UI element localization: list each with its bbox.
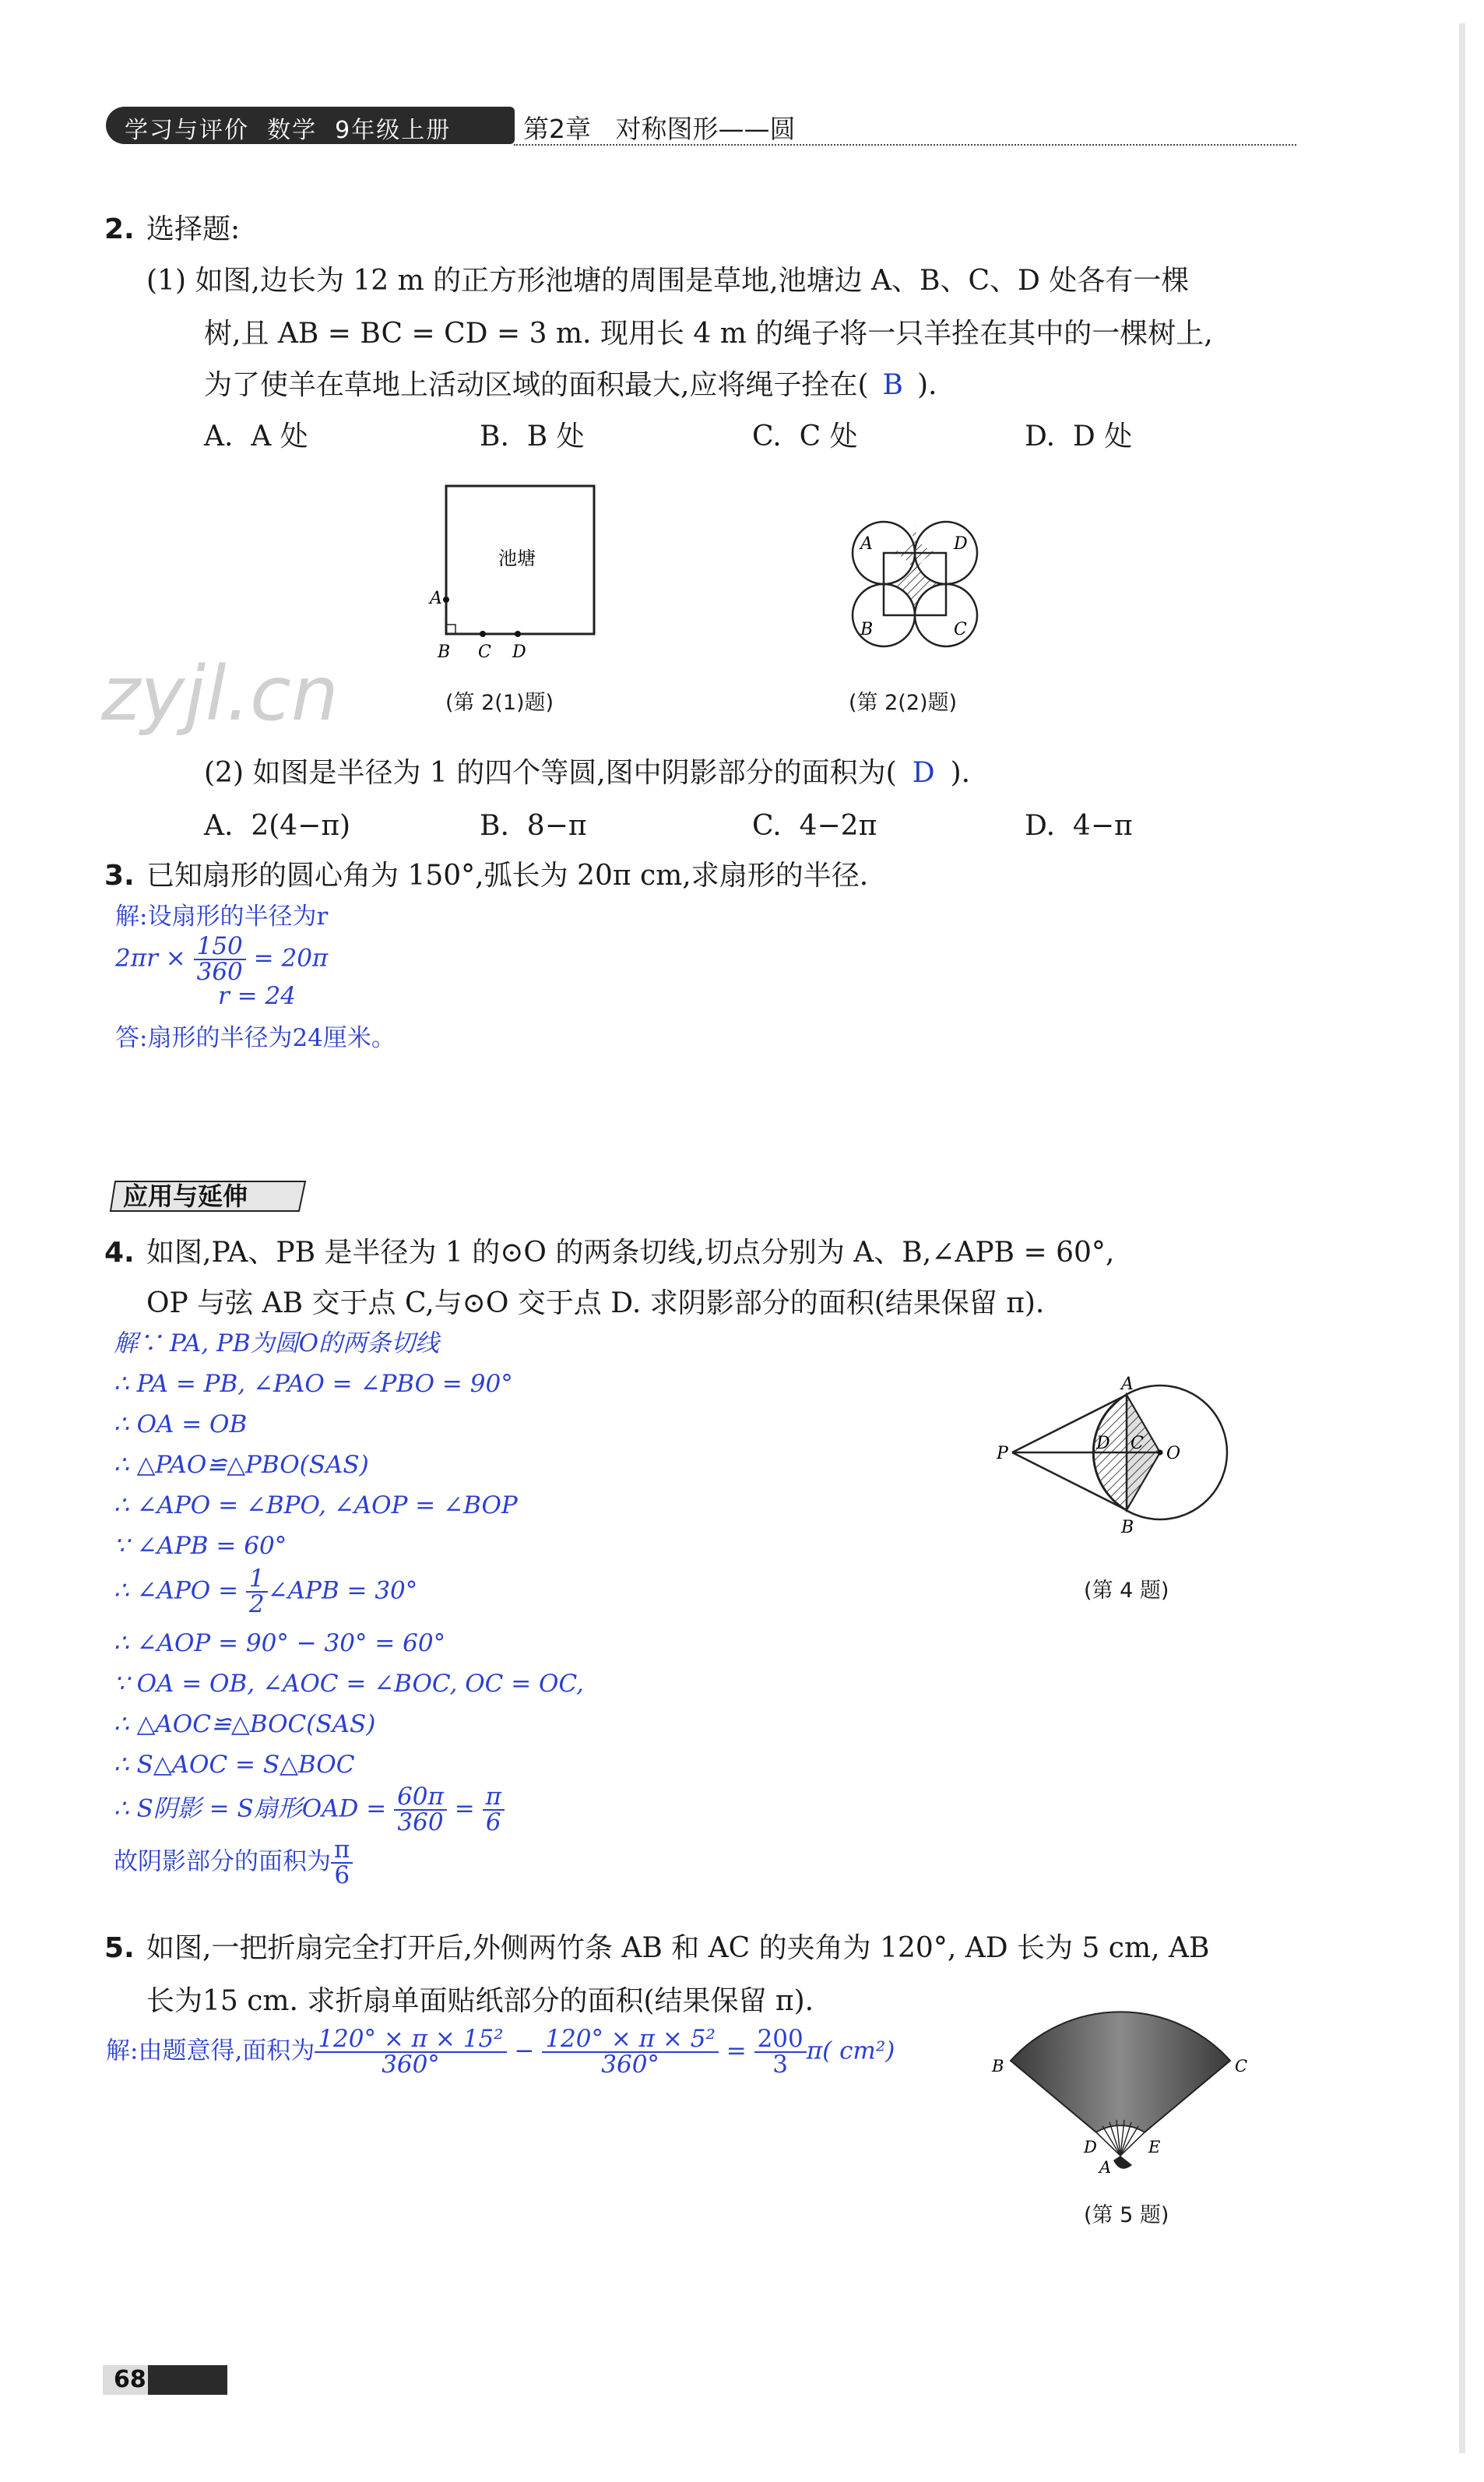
q4-sol-3: ∴ OA = OB bbox=[114, 1410, 248, 1438]
q5-minus: − bbox=[514, 2037, 535, 2065]
label-b: B bbox=[860, 620, 874, 639]
label-b: B bbox=[438, 643, 451, 662]
q4-sol-7 bbox=[114, 1567, 417, 1617]
q5-number: 5. bbox=[104, 1932, 135, 1964]
q4-sol12-fraction1 bbox=[394, 1785, 447, 1835]
q5-num3: 200 bbox=[754, 2027, 807, 2053]
q4-sol13-fraction bbox=[331, 1838, 353, 1888]
q3-eq-left: 2πr × bbox=[115, 944, 186, 973]
q4-sol12-den2: 6 bbox=[485, 1808, 501, 1836]
label-d: D bbox=[1096, 1434, 1110, 1453]
header-chapter-title: 第2章 对称图形——圆 bbox=[523, 114, 796, 144]
q2-part2-line bbox=[204, 759, 970, 787]
tree-d bbox=[515, 631, 521, 637]
q2-part1-line1: (1) 如图,边长为 12 m 的正方形池塘的周围是草地,池塘边 A、B、C、D 处各有一棵 bbox=[146, 265, 1190, 297]
q3-solution-line1: 解:设扇形的半径为r bbox=[115, 903, 329, 931]
watermark: zyjl.cn bbox=[101, 650, 339, 738]
fig-2-2 bbox=[818, 498, 1020, 678]
q3-eq-right: = 20π bbox=[253, 944, 329, 973]
fan-paper bbox=[1011, 2012, 1230, 2132]
fan-handle bbox=[1113, 2156, 1132, 2169]
label-c: C bbox=[1235, 2057, 1248, 2075]
q4-sol-10: ∴ △AOC≌△BOC(SAS) bbox=[114, 1710, 376, 1738]
q2-part2-option-d: D. 4−π bbox=[1025, 810, 1133, 842]
label-d: D bbox=[1084, 2138, 1097, 2156]
label-a: A bbox=[1121, 1375, 1134, 1394]
q2-part1-line2: 树,且 AB = BC = CD = 3 m. 现用长 4 m 的绳子将一只羊拴在其中的一棵树上, bbox=[204, 318, 1213, 350]
q2-part1-option-d: D. D 处 bbox=[1025, 421, 1133, 452]
q4-sol7-fraction bbox=[246, 1567, 268, 1617]
q3-number: 3. bbox=[104, 860, 135, 892]
tree-a bbox=[443, 597, 449, 603]
label-b: B bbox=[992, 2057, 1004, 2075]
q5-tail: π( cm²) bbox=[806, 2037, 895, 2065]
label-c: C bbox=[478, 643, 491, 662]
q4-sol-5: ∴ ∠APO = ∠BPO, ∠AOP = ∠BOP bbox=[114, 1491, 518, 1519]
q2-part1-stem-end: ). bbox=[916, 369, 937, 401]
q5-den1: 360° bbox=[382, 2051, 440, 2079]
q5-solution bbox=[106, 2027, 895, 2077]
fig-2-1 bbox=[413, 475, 615, 678]
q4-sol-13 bbox=[114, 1838, 353, 1888]
label-d: D bbox=[954, 534, 968, 554]
q4-sol7-num: 1 bbox=[246, 1567, 268, 1593]
page-number: 68 bbox=[114, 2366, 146, 2393]
label-a: A bbox=[860, 534, 873, 554]
q4-sol12-num1: 60π bbox=[394, 1785, 447, 1811]
q4-sol12-den1: 360 bbox=[397, 1808, 444, 1836]
q4-sol13-den: 6 bbox=[334, 1861, 350, 1889]
q4-sol-4: ∴ △PAO≌△PBO(SAS) bbox=[114, 1451, 369, 1479]
label-o: O bbox=[1166, 1444, 1181, 1463]
q4-sol-8: ∴ ∠AOP = 90° − 30° = 60° bbox=[114, 1629, 446, 1657]
q2-part2-stem-end: ). bbox=[950, 757, 971, 789]
section-banner bbox=[109, 1177, 311, 1216]
label-d: D bbox=[512, 643, 526, 662]
q2-part1-option-b: B. B 处 bbox=[480, 421, 585, 452]
q5-sol-pre: 解:由题意得,面积为 bbox=[106, 2037, 315, 2065]
q4-sol12-left: ∴ S阴影 = S扇形OAD = bbox=[114, 1794, 387, 1823]
q5-line2: 长为15 cm. 求折扇单面贴纸部分的面积(结果保留 π). bbox=[146, 1985, 814, 2017]
q4-sol-9: ∵ OA = OB, ∠AOC = ∠BOC, OC = OC, bbox=[114, 1670, 584, 1698]
q2-number: 2. bbox=[104, 213, 135, 245]
q2-part1-option-a: A. A 处 bbox=[204, 421, 308, 452]
q2-part2-answer: D bbox=[912, 757, 935, 789]
hatched-star bbox=[884, 553, 946, 615]
q5-fraction3 bbox=[754, 2027, 807, 2077]
q5-den3: 3 bbox=[772, 2051, 789, 2079]
q2-part1-option-c: C. C 处 bbox=[752, 421, 858, 452]
q3-fraction-num: 150 bbox=[194, 935, 246, 960]
header-book-title: 学习与评价 数学 9年级上册 bbox=[125, 117, 452, 144]
q3-fraction bbox=[194, 932, 246, 986]
q2-part2-option-a: A. 2(4−π) bbox=[204, 810, 351, 842]
q2-part2-option-c: C. 4−2π bbox=[752, 810, 877, 842]
q4-sol-2: ∴ PA = PB, ∠PAO = ∠PBO = 90° bbox=[114, 1370, 513, 1398]
label-p: P bbox=[997, 1444, 1008, 1463]
q4-sol-12 bbox=[114, 1785, 505, 1835]
label-a: A bbox=[430, 589, 442, 608]
fig-2-2-caption: (第 2(2)题) bbox=[849, 691, 958, 715]
q5-fraction2 bbox=[542, 2027, 719, 2077]
page-edge-shadow bbox=[1459, 23, 1465, 2453]
q4-number: 4. bbox=[104, 1237, 135, 1269]
q5-num2: 120° × π × 5² bbox=[542, 2027, 719, 2053]
q4-line2: OP 与弦 AB 交于点 C,与⊙O 交于点 D. 求阴影部分的面积(结果保留 π). bbox=[146, 1287, 1045, 1319]
q2-title: 选择题: bbox=[146, 213, 241, 245]
q4-sol13-num: π bbox=[331, 1838, 353, 1864]
tree-c bbox=[480, 631, 486, 637]
fig-4-caption: (第 4 题) bbox=[1084, 1579, 1169, 1603]
q4-sol7-right: ∠APB = 30° bbox=[267, 1576, 418, 1605]
q3-fraction-den: 360 bbox=[196, 958, 243, 986]
right-angle-mark bbox=[446, 625, 455, 634]
label-c: C bbox=[1131, 1434, 1144, 1453]
label-e: E bbox=[1148, 2138, 1161, 2156]
q2-part1-stem: 为了使羊在草地上活动区域的面积最大,应将绳子拴在( bbox=[204, 369, 869, 401]
q3-text: 已知扇形的圆心角为 150°,弧长为 20π cm,求扇形的半径. bbox=[146, 860, 869, 892]
q4-sol12-fraction2 bbox=[483, 1785, 505, 1835]
q4-sol7-den: 2 bbox=[248, 1590, 265, 1618]
fig-2-1-caption: (第 2(1)题) bbox=[445, 691, 554, 715]
fig-5-caption: (第 5 题) bbox=[1084, 2203, 1169, 2227]
q2-part2-stem: (2) 如图是半径为 1 的四个等圆,图中阴影部分的面积为( bbox=[204, 757, 897, 789]
q5-fraction1 bbox=[315, 2027, 506, 2077]
q3-solution-line2 bbox=[115, 932, 329, 986]
q4-sol12-mid: = bbox=[454, 1794, 475, 1823]
q4-sol-11: ∴ S△AOC = S△BOC bbox=[114, 1751, 355, 1779]
section-title: 应用与延伸 bbox=[123, 1181, 248, 1211]
header-rule bbox=[514, 144, 1296, 146]
q4-sol-6: ∵ ∠APB = 60° bbox=[114, 1532, 287, 1560]
fig-5 bbox=[989, 2001, 1254, 2181]
q3-solution-answer: 答:扇形的半径为24厘米。 bbox=[115, 1024, 396, 1052]
label-c: C bbox=[954, 620, 967, 639]
q5-eq: = bbox=[726, 2037, 747, 2065]
q5-num1: 120° × π × 15² bbox=[315, 2027, 506, 2053]
q3-solution-line3: r = 24 bbox=[218, 982, 296, 1010]
pond-label: 池塘 bbox=[498, 547, 536, 569]
q5-den2: 360° bbox=[601, 2051, 659, 2079]
q5-line1: 如图,一把折扇完全打开后,外侧两竹条 AB 和 AC 的夹角为 120°, AD 长为 5 cm, AB bbox=[146, 1932, 1210, 1964]
q2-part1-answer: B bbox=[882, 369, 903, 401]
q4-sol7-left: ∴ ∠APO = bbox=[114, 1576, 239, 1605]
q4-line1: 如图,PA、PB 是半径为 1 的⊙O 的两条切线,切点分别为 A、B,∠APB = 60°, bbox=[146, 1237, 1115, 1269]
label-a: A bbox=[1099, 2158, 1112, 2177]
q2-part2-option-b: B. 8−π bbox=[480, 810, 587, 842]
q4-sol13-left: 故阴影部分的面积为 bbox=[114, 1847, 331, 1876]
q4-sol-1: 解∵ PA, PB为圆O的两条切线 bbox=[114, 1329, 440, 1357]
fig-4 bbox=[997, 1355, 1277, 1550]
q4-sol12-num2: π bbox=[483, 1785, 505, 1811]
q2-part1-line3 bbox=[204, 371, 937, 400]
label-b: B bbox=[1121, 1518, 1134, 1537]
